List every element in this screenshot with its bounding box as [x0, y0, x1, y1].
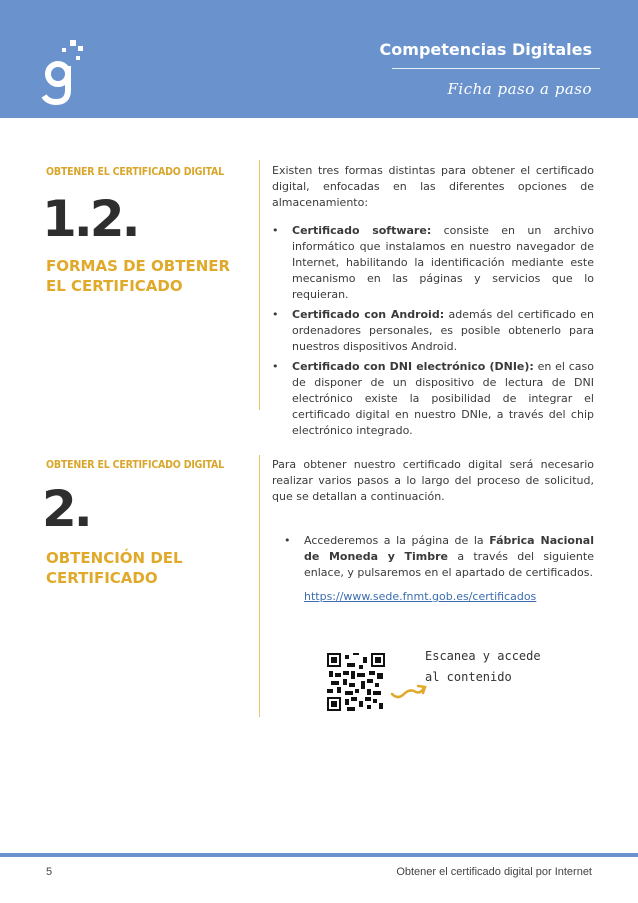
list-item [284, 533, 594, 581]
section1-bullet-list [272, 223, 594, 439]
section2-intro: Para obtener nuestro certificado digital será necesario realizar varios pasos a lo largo del proceso de solicitud, que se detallan a continuación. [272, 458, 594, 503]
section2-title: OBTENCIÓN DEL CERTIFICADO [46, 549, 183, 587]
bullet-bold: Certificado con DNI electrónico (DNIe): [292, 360, 534, 373]
section2-bullet-list [272, 533, 594, 581]
header-divider [392, 68, 600, 69]
page-header [0, 0, 638, 118]
scan-note [425, 646, 541, 688]
section2-divider [259, 455, 260, 717]
qr-code[interactable] [327, 653, 385, 711]
scan-note-line1: Escanea y accede [425, 649, 541, 663]
section1-body [272, 163, 594, 439]
footer-text: Obtener el certificado digital por Internet [396, 866, 592, 878]
section1-intro: Existen tres formas distintas para obtener el certificado digital, enfocadas en las diferentes opciones de almacenamiento: [272, 164, 594, 209]
bullet-bold: Certificado software: [292, 224, 432, 237]
brand-logo-icon [40, 38, 100, 108]
bullet-text: a través del siguiente enlace, y pulsaremos en el apartado de certificados. [304, 550, 594, 579]
page-number: 5 [46, 866, 53, 878]
bullet-bold: Fábrica Nacional de Moneda y Timbre [304, 534, 594, 563]
list-item [272, 359, 594, 439]
fnmt-link[interactable]: https://www.sede.fnmt.gob.es/certificados [304, 590, 537, 603]
squiggle-arrow-icon [390, 680, 430, 700]
header-subtitle: Ficha paso a paso [447, 80, 592, 98]
bullet-text: además del certificado en ordenadores personales, es posible obtenerlo para nuestros dispositivos Android. [292, 308, 594, 353]
section2-number: 2. [42, 480, 90, 538]
bullet-text: en el caso de disponer de un dispositivo de lectura de DNI electrónico existe la posibilidad de integrar el certificado digital en nuestro DNIe, a través del chip electrónico integrado. [292, 360, 594, 437]
section1-divider [259, 160, 260, 410]
scan-note-line2: al contenido [425, 670, 512, 684]
bullet-text: consiste en un archivo informático que instalamos en nuestro navegador de Internet, habilitando la identificación mediante este mecanismo en las páginas y servicios que lo requieran. [292, 224, 594, 301]
footer-divider [0, 853, 638, 857]
header-title: Competencias Digitales [379, 40, 592, 59]
section1-number: 1.2. [42, 190, 138, 248]
bullet-bold: Certificado con Android: [292, 308, 445, 321]
section1-kicker: OBTENER EL CERTIFICADO DIGITAL [46, 166, 224, 178]
section2-body [272, 457, 594, 605]
list-item [272, 307, 594, 355]
section1-title: FORMAS DE OBTENER EL CERTIFICADO [46, 257, 231, 295]
section2-kicker: OBTENER EL CERTIFICADO DIGITAL [46, 459, 224, 471]
bullet-text: Accederemos a la página de la [304, 534, 490, 547]
list-item [272, 223, 594, 303]
